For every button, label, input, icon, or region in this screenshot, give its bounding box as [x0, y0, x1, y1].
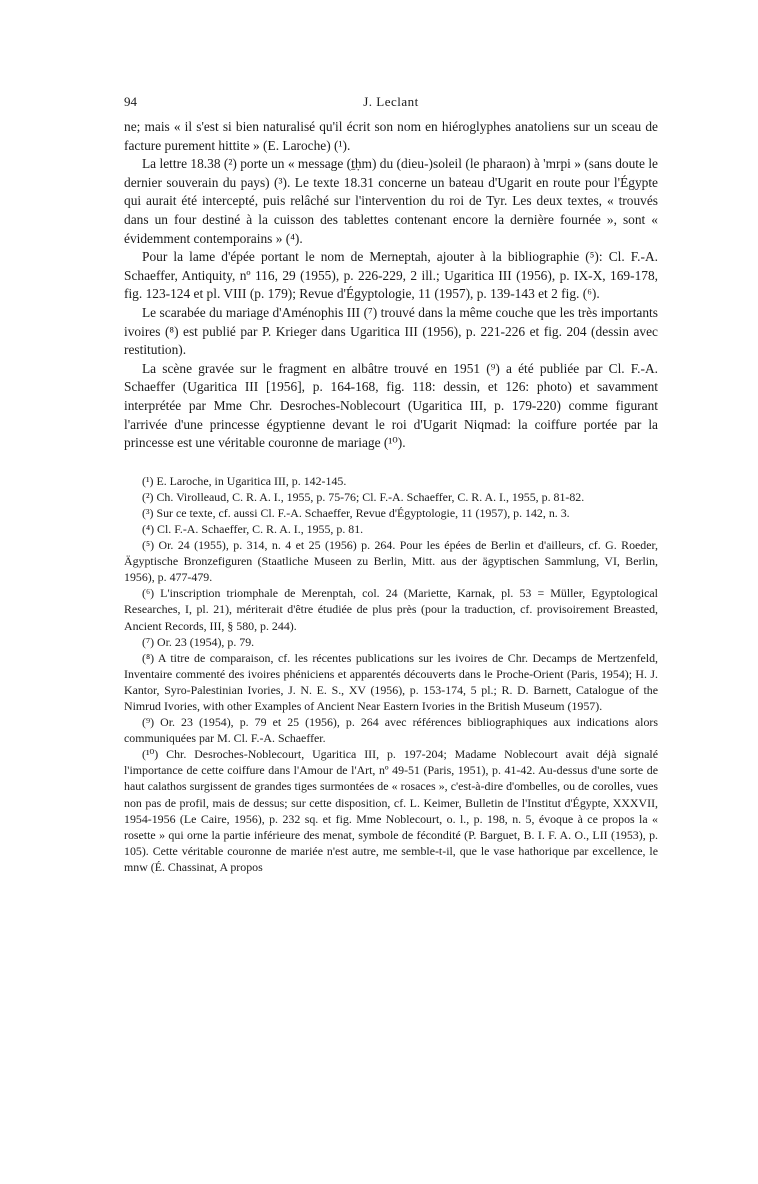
footnote: (⁴) Cl. F.-A. Schaeffer, C. R. A. I., 1955, p. 81.	[142, 521, 364, 536]
paragraph: La lettre 18.38 (²) porte un « message (ṯḥm) du (dieu-)soleil (le pharaon) à 'mrpi » (sans doute le dernier souverain du pays) (³). Le texte 18.31 concerne un bateau d'Ugarit en route pour l'Égypte qui aurait été intercepté, puis relâché sur l'intervention du roi de Tyr. Les deux textes, « trouvés dans un four destiné à la cuisson des tablettes contenant encore la dernière fournée », sont « évidemment contemporains » (⁴).	[124, 156, 658, 246]
footnote: (¹) E. Laroche, in Ugaritica III, p. 142-145.	[142, 473, 347, 488]
main-text	[124, 118, 658, 453]
footnote: (⁹) Or. 23 (1954), p. 79 et 25 (1956), p. 264 avec références bibliographiques aux indications alors communiquées par M. Cl. F.-A. Schaeffer.	[124, 715, 658, 746]
paragraph: ne; mais « il s'est si bien naturalisé qu'il écrit son nom en hiéroglyphes anatoliens sur un sceau de facture purement hittite » (E. Laroche) (¹).	[124, 119, 658, 153]
paragraph: Pour la lame d'épée portant le nom de Merneptah, ajouter à la bibliographie (⁵): Cl. F.-A. Schaeffer, Antiquity, nº 116, 29 (1955), p. 226-229, 2 ill.; Ugaritica III (1956), p. IX-X, 169-178, fig. 123-124 et pl. VIII (p. 179); Revue d'Égyptologie, 11 (1957), p. 139-143 et 2 fig. (⁶).	[124, 249, 658, 302]
page	[124, 94, 658, 875]
footnote: (⁵) Or. 24 (1955), p. 314, n. 4 et 25 (1956) p. 264. Pour les épées de Berlin et d'ailleurs, cf. G. Roeder, Ägyptische Bronzefiguren (Staatliche Museen zu Berlin, Mitt. aus der ägyptischen Sammlung, VI, Berlin, 1956), p. 477-479.	[124, 538, 658, 585]
footnote: (⁶) L'inscription triomphale de Merenptah, col. 24 (Mariette, Karnak, pl. 53 = Müller, Egyptological Researches, I, pl. 21), mériterait d'être étudiée de plus près (pour la traduction, cf. provisoirement Breasted, Ancient Records, III, § 580, p. 244).	[124, 586, 658, 633]
page-header	[124, 94, 658, 112]
page-number: 94	[124, 94, 137, 109]
footnote: (⁷) Or. 23 (1954), p. 79.	[142, 634, 255, 649]
footnote: (²) Ch. Virolleaud, C. R. A. I., 1955, p. 75-76; Cl. F.-A. Schaeffer, C. R. A. I., 1955, p. 81-82.	[142, 489, 585, 504]
running-head: J. Leclant	[363, 94, 419, 109]
footnotes	[124, 473, 658, 875]
footnote: (³) Sur ce texte, cf. aussi Cl. F.-A. Schaeffer, Revue d'Égyptologie, 11 (1957), p. 142, n. 3.	[142, 505, 570, 520]
paragraph: La scène gravée sur le fragment en albâtre trouvé en 1951 (⁹) a été publiée par Cl. F.-A. Schaeffer (Ugaritica III [1956], p. 164-168, fig. 118: dessin, et 126: photo) et savamment interprétée par Mme Chr. Desroches-Noblecourt (Ugaritica III, p. 179-220) comme figurant l'arrivée d'une princesse égyptienne devant le roi d'Ugarit Niqmad: la coiffure portée par la princesse est une véritable couronne de mariage (¹⁰).	[124, 360, 658, 451]
paragraph: Le scarabée du mariage d'Aménophis III (⁷) trouvé dans la même couche que les très importants ivoires (⁸) est publié par P. Krieger dans Ugaritica III (1956), p. 221-226 et fig. 204 (dessin avec restitution).	[124, 304, 658, 358]
footnote: (¹⁰) Chr. Desroches-Noblecourt, Ugaritica III, p. 197-204; Madame Noblecourt avait déjà signalé l'importance de cette coiffure dans l'Amour de l'Art, nº 49-51 (Paris, 1951), p. 41-42. Au-dessus d'une sorte de haut calathos surgissent de grandes tiges surmontées de « rosaces », c'est-à-dire d'ombelles, ou de corolles, vues non pas de profil, mais de dessus; sur cette disposition, cf. L. Keimer, Bulletin de l'Institut d'Égypte, XXXVII, 1954-1956 (Le Caire, 1956), p. 232 sq. et fig. Mme Noblecourt, o. l., p. 198, n. 5, évoque à ce propos la « rosette » qui orne la partie inférieure des menat, symbole de fécondité (P. Barguet, B. I. F. A. O., LII (1953), p. 105). Cette véritable couronne de mariée n'est autre, me semble-t-il, que le vase hathorique par excellence, le mnw (É. Chassinat, A propos	[124, 747, 658, 874]
footnote: (⁸) A titre de comparaison, cf. les récentes publications sur les ivoires de Chr. Decamps de Mertzenfeld, Inventaire commenté des ivoires phéniciens et apparentés découverts dans le Proche-Orient (Paris, 1954); H. J. Kantor, Syro-Palestinian Ivories, J. N. E. S., XV (1956), p. 153-174, 5 pl.; R. D. Barnett, Catalogue of the Nimrud Ivories, with other Examples of Ancient Near Eastern Ivories in the British Museum (1957).	[124, 650, 658, 713]
